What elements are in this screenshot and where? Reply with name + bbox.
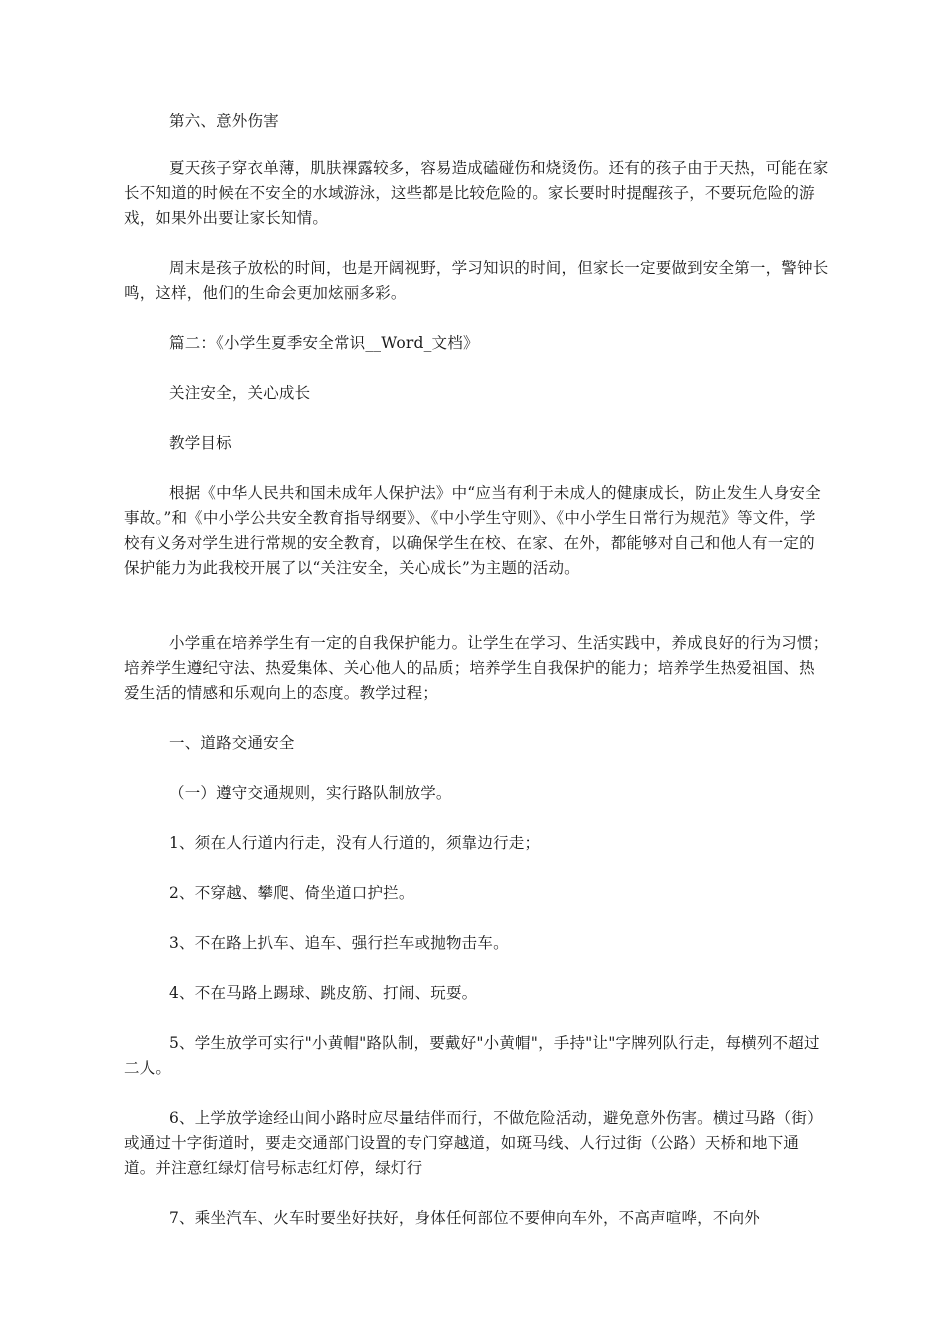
section-heading-accidental-injury: 第六、意外伤害 <box>169 112 279 130</box>
list-item-6: 6、上学放学途经山间小路时应尽量结伴而行，不做危险活动，避免意外伤害。横过马路（街）或通过十字街道时，要走交通部门设置的专门穿越道，如斑马线、人行过街（公路）天桥和地下通道。并注意红绿灯信号标志红灯停，绿灯行 <box>124 1109 823 1177</box>
list-item-5: 5、学生放学可实行"小黄帽"路队制，要戴好"小黄帽"，手持"让"字牌列队行走，每横列不超过二人。 <box>124 1034 820 1077</box>
subheading-traffic-rules: （一）遵守交通规则，实行路队制放学。 <box>169 784 452 802</box>
section-heading-road-safety: 一、道路交通安全 <box>169 734 295 752</box>
list-item-1: 1、须在人行道内行走，没有人行道的，须靠边行走； <box>169 834 541 852</box>
list-item-7: 7、乘坐汽车、火车时要坐好扶好，身体任何部位不要伸向车外，不高声喧哗，不向外 <box>169 1209 760 1227</box>
list-item-2: 2、不穿越、攀爬、倚坐道口护拦。 <box>169 884 415 902</box>
paragraph-weekend-safety: 周末是孩子放松的时间，也是开阔视野，学习知识的时间，但家长一定要做到安全第一，警钟长鸣，这样，他们的生命会更加炫丽多彩。 <box>124 259 829 302</box>
paragraph-legal-basis: 根据《中华人民共和国未成年人保护法》中“应当有利于未成人的健康成长，防止发生人身安全事故。”和《中小学公共安全教育指导纲要》、《中小学生守则》、《中小学生日常行为规范》等文件，学校有义务对学生进行常规的安全教育，以确保学生在校、在家、在外，都能够对自己和他人有一定的保护能力为此我校开展了以“关注安全，关心成长”为主题的活动。 <box>124 484 821 577</box>
theme-heading: 关注安全，关心成长 <box>169 384 311 402</box>
article-title-part-two: 篇二：《小学生夏季安全常识__Word_文档》 <box>169 334 479 352</box>
paragraph-summer-injury: 夏天孩子穿衣单薄，肌肤裸露较多，容易造成磕碰伤和烧烫伤。还有的孩子由于天热，可能在家长不知道的时候在不安全的水域游泳，这些都是比较危险的。家长要时时提醒孩子，不要玩危险的游戏，如果外出要让家长知情。 <box>124 159 829 227</box>
list-item-3: 3、不在路上扒车、追车、强行拦车或抛物击车。 <box>169 934 509 952</box>
section-heading-teaching-goals: 教学目标 <box>169 434 232 452</box>
paragraph-self-protection: 小学重在培养学生有一定的自我保护能力。让学生在学习、生活实践中，养成良好的行为习惯；培养学生遵纪守法、热爱集体、关心他人的品质；培养学生自我保护的能力；培养学生热爱祖国、热爱生活的情感和乐观向上的态度。教学过程； <box>124 634 829 702</box>
list-item-4: 4、不在马路上踢球、跳皮筋、打闹、玩耍。 <box>169 984 478 1002</box>
